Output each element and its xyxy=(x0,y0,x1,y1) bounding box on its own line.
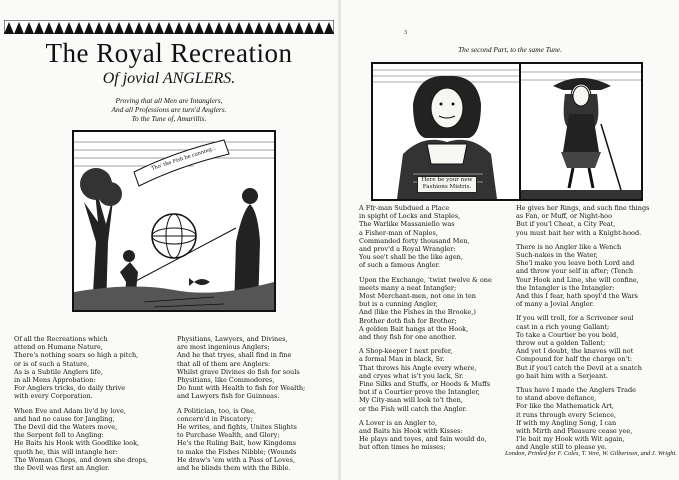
verse-line: or the Fish will catch the Angler. xyxy=(359,404,467,413)
ballad-title: The Royal Recreation xyxy=(45,38,293,68)
verse-line: A golden Bait hangs at the Hook, xyxy=(359,324,469,333)
ballad-subtitle: Of jovial ANGLERS. xyxy=(102,70,236,87)
verse-line: as Fan, or Muff, or Night-hoo xyxy=(516,212,613,221)
verse-line: and they fish for one another. xyxy=(359,333,457,342)
verse-line: A Politician, too, is One, xyxy=(177,406,257,415)
verse-line: and prov'd a Royal Wrangler: xyxy=(359,245,456,254)
verse-line: a Fisher-man of Naples, xyxy=(359,228,438,237)
verse-line: The Warlike Massaniello was xyxy=(359,220,455,229)
verse-line: He gives her Rings, and such fine things xyxy=(516,204,650,212)
verse-line: And (like the Fishes in the Brooke,) xyxy=(359,308,476,317)
verse-line: For Anglers tricks, do daily thrive xyxy=(14,384,126,393)
verse-line: Physitians, Lawyers, and Divines, xyxy=(177,335,288,343)
verse-line: attend on Humane Nature, xyxy=(14,343,103,352)
verse-line: If you will troll, for a Scrivener soul xyxy=(516,314,634,323)
verse-line: but is a cunning Angler, xyxy=(359,300,438,309)
verse-line: Whilst grave Divines do fish for souls xyxy=(177,367,300,376)
verse-line: in spight of Locks and Staples, xyxy=(359,212,461,221)
verse-line: Fine Silks and Stuffs, or Hoods & Muffs xyxy=(359,380,491,389)
top-ornament-border xyxy=(4,20,334,34)
verse-line: A Shop-keeper I next prefer, xyxy=(359,347,453,356)
verse-line: Thus have I made the Anglers Trade xyxy=(516,386,637,395)
verse-line: that all of them are Anglers: xyxy=(177,359,271,368)
second-part-title: The second Part, to the same Tune. xyxy=(458,45,562,54)
verse-line: And he that tryes, shall find in fine xyxy=(177,351,292,360)
verse-line: cast in a rich young Gallant; xyxy=(516,322,610,331)
verse-line: the Serpent fell to Angling: xyxy=(14,431,104,440)
verse-line: to Purchase Wealth, and Glory; xyxy=(177,431,280,440)
verse-line: to stand above defiance, xyxy=(516,394,597,403)
verse-line: and had no cause for Jangling, xyxy=(14,414,115,423)
left-column-1 xyxy=(14,335,172,472)
verse-line: He's the Ruling Bait, how Kingdoms xyxy=(177,439,297,448)
verse-line: and he blinds them with the Bible. xyxy=(177,464,291,473)
verse-line: it runs through every Science, xyxy=(516,410,617,419)
verse-line: but if a Courtier prove the Intangler, xyxy=(359,388,480,397)
verse-line: and Angle still to please ye. xyxy=(516,443,607,452)
verse-line: To take a Courtier be you bold, xyxy=(516,330,619,339)
verse-line: Such-nakes in the Water, xyxy=(516,251,598,260)
verse-line: If with my Angling Song, I can xyxy=(516,418,617,427)
verse-line: quoth he, this will intangle her: xyxy=(14,447,118,456)
verse-line: He writes, and fights, Unites Slights xyxy=(177,423,297,432)
verse-line: you must bait her with a Knight-hood. xyxy=(516,228,642,237)
verse-line: Your Hook and Line, she will confine, xyxy=(516,275,639,284)
verse-line: Upon the Exchange, 'twixt twelve & one xyxy=(359,275,492,284)
verse-line: Most Merchant-men, not one in ten xyxy=(359,292,476,301)
verse-line: the Devil was first an Angler. xyxy=(14,464,110,473)
verse-line: Do hunt with Health to fish for Wealth; xyxy=(177,384,306,393)
page-mark: 3 xyxy=(404,30,407,36)
verse-line: are most ingenious Anglers; xyxy=(177,343,270,352)
tune-line: To the Tune of, Amarillis. xyxy=(131,114,207,123)
verse-line: But if you'l Cheat, a City Peat, xyxy=(516,220,616,229)
verse-line: The Devil did the Waters move, xyxy=(14,423,118,432)
verse-line: He plays and toyes, and fain would do, xyxy=(359,435,487,444)
verse-line: go bait him with a Serjeant. xyxy=(516,371,608,380)
verse-line: to make the Fishes Nibble; (Wounds xyxy=(177,447,297,456)
verse-line: or is of such a Stature, xyxy=(14,359,90,368)
verse-line: but often times he misses; xyxy=(359,443,446,452)
verse-line: and Lawyers fish for Guinneas. xyxy=(177,392,280,401)
verse-line: meets many a neat Intangler; xyxy=(359,283,457,292)
banner-text: Tho' the Fish be cunning... xyxy=(150,145,218,172)
verse-line: She'l make you leave both Lord and xyxy=(516,259,635,268)
verse-line: with Mirth and Pleasure cease yee, xyxy=(516,427,633,436)
verse-line: There is no Angler like a Wench xyxy=(516,242,622,251)
verse-line: A Ffr-man Subdued a Place xyxy=(359,204,450,212)
verse-line: of many a Jovial Angler. xyxy=(516,300,595,309)
verse-line: a formal Man in black, Sr. xyxy=(359,355,445,364)
left-column-2 xyxy=(177,335,335,472)
verse-line: and cryes what is't you lack, Sr. xyxy=(359,371,464,380)
verse-line: He draw's 'em with a Pass of Loves, xyxy=(177,455,296,464)
verse-line: He Baits his Hook with Goodlike look, xyxy=(14,439,140,448)
verse-line: That throws his Angle every where, xyxy=(359,363,477,372)
verse-line: of such a famous Angler. xyxy=(359,261,441,270)
printer-imprint: London, Printed for F. Coles, T. Vere, W. Gilbertson, and J. Wright. xyxy=(505,450,677,457)
verse-line: A Lover is an Angler to, xyxy=(359,418,438,427)
verse-line: the Intangler is the Intangler: xyxy=(516,283,615,292)
verse-line: throw out a golden Tallent; xyxy=(516,339,606,348)
verse-line: Compound for half the charge on't: xyxy=(516,355,633,364)
verse-line: Commanded forty thousand Men, xyxy=(359,236,470,245)
cavalier-woodcut xyxy=(519,62,643,201)
right-column-1 xyxy=(359,204,511,452)
verse-line: When Eve and Adam liv'd by love, xyxy=(14,406,126,415)
verse-line: For like the Mathematick Art, xyxy=(516,402,614,411)
angler-woodcut xyxy=(72,130,276,312)
verse-line: with every Corporation. xyxy=(14,392,93,401)
verse-line: There's nothing soars so high a pitch, xyxy=(14,351,139,360)
verse-line: You see't shall be the like agen, xyxy=(359,253,463,262)
seated-gentleman-woodcut xyxy=(371,62,521,201)
verse-line: concern'd in Piscatory; xyxy=(177,414,253,423)
verse-line: The Woman Chops, and down she drops, xyxy=(14,455,148,464)
verse-line: and Baits his Hook with Kisses: xyxy=(359,427,463,436)
right-page xyxy=(341,0,679,480)
verse-line: Of all the Recreations which xyxy=(14,335,108,343)
verse-line: Brother doth fish for Brother; xyxy=(359,316,457,325)
verse-line: My City-man will look to't then, xyxy=(359,396,463,405)
verse-line: in all Mens Approbation: xyxy=(14,376,96,385)
verse-line: And this I fear, hath spoyl'd the Wars xyxy=(516,292,638,301)
proving-line-2: And all Professions are turn'd Anglers. xyxy=(111,105,227,114)
left-page xyxy=(0,0,338,480)
right-column-2 xyxy=(516,204,676,452)
proving-line-1: Proving that all Men are Intanglers, xyxy=(115,96,223,105)
verse-line: And yet I doubt, the knaves will not xyxy=(516,347,634,356)
verse-line: Physitians, like Commodores, xyxy=(177,376,275,385)
verse-line: I'le bait my Hook with Wit again, xyxy=(516,435,625,444)
verse-line: and throw your self in after; (Tench xyxy=(516,267,634,276)
woodcut-caption: Here be your new Fashions Mistris. xyxy=(417,176,477,193)
verse-line: As is a Subtile Anglers life, xyxy=(14,367,103,376)
verse-line: But if you'l catch the Devil at a snatch xyxy=(516,363,642,372)
